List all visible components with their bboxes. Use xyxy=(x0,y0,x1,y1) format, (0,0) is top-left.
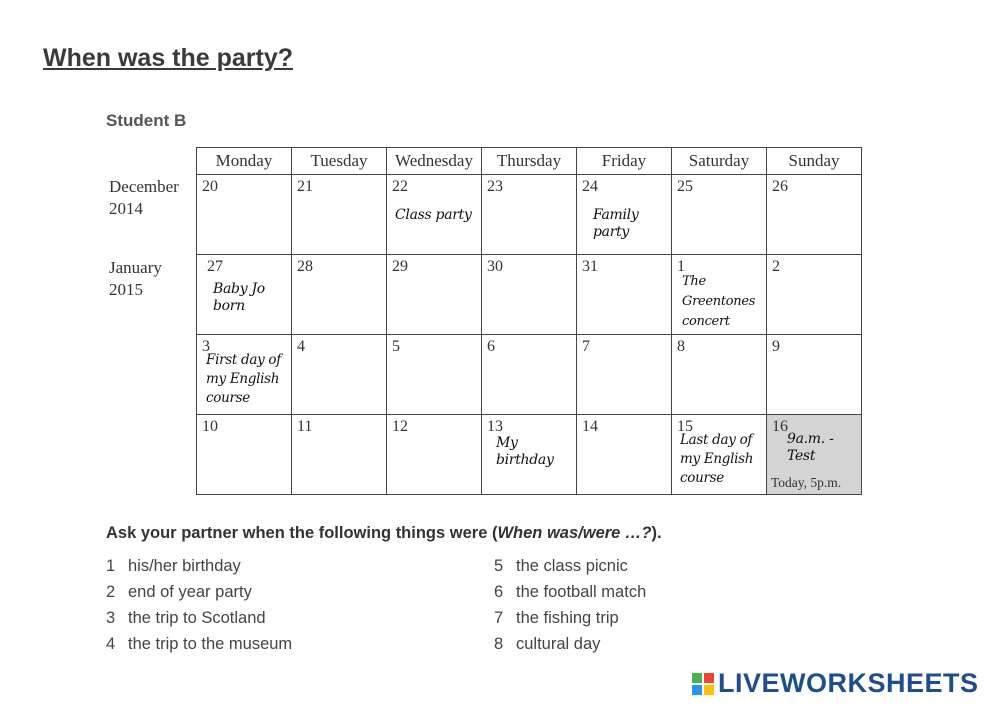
day-number: 3 xyxy=(202,338,210,355)
item-number: 5 xyxy=(494,557,504,575)
calendar-cell xyxy=(197,255,292,335)
item-text: the class picnic xyxy=(516,557,628,575)
list-item xyxy=(106,582,292,608)
day-number: 2 xyxy=(772,258,780,275)
calendar-week xyxy=(197,415,862,495)
instruction-italic: When was/were …? xyxy=(497,524,652,542)
day-number: 29 xyxy=(392,258,408,275)
calendar-cell xyxy=(292,415,387,495)
today-note: Today, 5p.m. xyxy=(771,475,842,490)
calendar-cell xyxy=(767,335,862,415)
list-item xyxy=(106,634,292,660)
item-number: 7 xyxy=(494,609,504,627)
calendar-header-row xyxy=(197,148,862,175)
list-item xyxy=(494,582,646,608)
calendar-cell xyxy=(387,335,482,415)
calendar-cell xyxy=(672,255,767,335)
calendar-cell xyxy=(672,335,767,415)
instruction-text: Ask your partner when the following things were ( xyxy=(106,524,498,542)
logo-square xyxy=(692,673,702,683)
item-text: end of year party xyxy=(128,583,252,601)
question-list-left xyxy=(106,556,292,660)
calendar-cell xyxy=(197,415,292,495)
item-number: 3 xyxy=(106,609,116,627)
calendar-cell xyxy=(292,335,387,415)
list-item xyxy=(494,608,646,634)
day-header-tuesday: Tuesday xyxy=(292,148,387,175)
event-note: The Greentones concert xyxy=(682,274,756,329)
item-number: 2 xyxy=(106,583,116,601)
item-text: the football match xyxy=(516,583,647,601)
day-number: 28 xyxy=(297,258,313,275)
day-number: 30 xyxy=(487,258,503,275)
calendar-cell xyxy=(197,175,292,255)
calendar-cell xyxy=(767,255,862,335)
calendar-cell xyxy=(197,335,292,415)
logo-text: LIVEWORKSHEETS xyxy=(718,668,979,698)
list-item xyxy=(494,556,646,582)
day-number: 12 xyxy=(392,418,408,435)
calendar-cell xyxy=(672,415,767,495)
day-number: 27 xyxy=(207,258,223,275)
logo-square xyxy=(704,685,714,695)
logo-square xyxy=(704,673,714,683)
day-header-monday: Monday xyxy=(197,148,292,175)
item-text: the fishing trip xyxy=(516,609,619,627)
calendar-cell xyxy=(482,255,577,335)
list-item xyxy=(494,634,646,660)
day-number: 10 xyxy=(202,418,218,435)
list-item xyxy=(106,608,292,634)
calendar-cell xyxy=(482,415,577,495)
calendar-cell xyxy=(387,415,482,495)
calendar-cell-today xyxy=(767,415,862,495)
day-number: 21 xyxy=(297,178,313,195)
calendar-cell xyxy=(387,175,482,255)
day-number: 8 xyxy=(677,338,685,355)
event-note: Baby Jo born xyxy=(213,281,265,314)
item-text: his/her birthday xyxy=(128,557,241,575)
day-header-sunday: Sunday xyxy=(767,148,862,175)
day-number: 5 xyxy=(392,338,400,355)
logo-squares-icon xyxy=(692,673,714,695)
list-item xyxy=(106,556,292,582)
liveworksheets-logo[interactable] xyxy=(692,668,979,699)
instructions xyxy=(106,524,662,543)
day-number: 7 xyxy=(582,338,590,355)
event-note: Class party xyxy=(395,207,472,223)
item-number: 4 xyxy=(106,635,116,653)
day-number: 9 xyxy=(772,338,780,355)
day-number: 15 xyxy=(677,418,693,435)
calendar-cell xyxy=(387,255,482,335)
day-number: 24 xyxy=(582,178,598,195)
calendar-cell xyxy=(292,175,387,255)
calendar-week xyxy=(197,255,862,335)
row-label-january xyxy=(109,257,162,301)
item-text: the trip to the museum xyxy=(128,635,293,653)
calendar-table xyxy=(196,147,862,495)
calendar-week xyxy=(197,175,862,255)
day-number: 25 xyxy=(677,178,693,195)
calendar-cell xyxy=(292,255,387,335)
day-number: 4 xyxy=(297,338,305,355)
calendar-cell xyxy=(672,175,767,255)
day-number: 26 xyxy=(772,178,788,195)
event-note: 9a.m. - Test xyxy=(787,431,834,464)
day-header-friday: Friday xyxy=(577,148,672,175)
day-header-thursday: Thursday xyxy=(482,148,577,175)
day-number: 14 xyxy=(582,418,598,435)
calendar-cell xyxy=(767,175,862,255)
event-note: Last day of my English course xyxy=(680,432,754,486)
event-note: First day of my English course xyxy=(206,352,281,406)
logo-square xyxy=(692,685,702,695)
day-number: 31 xyxy=(582,258,598,275)
calendar-cell xyxy=(577,335,672,415)
day-number: 1 xyxy=(677,258,685,275)
day-number: 22 xyxy=(392,178,408,195)
page-title: When was the party? xyxy=(43,44,294,72)
calendar-cell xyxy=(577,415,672,495)
instruction-end: ). xyxy=(651,524,662,542)
student-label: Student B xyxy=(106,111,187,130)
year-label: 2014 xyxy=(109,199,143,218)
day-number: 6 xyxy=(487,338,495,355)
calendar-cell xyxy=(577,175,672,255)
item-text: cultural day xyxy=(516,635,601,653)
day-number: 13 xyxy=(487,418,503,435)
day-header-wednesday: Wednesday xyxy=(387,148,482,175)
month-label: December xyxy=(109,177,179,196)
calendar-cell xyxy=(482,175,577,255)
item-text: the trip to Scotland xyxy=(128,609,266,627)
event-note: My birthday xyxy=(496,435,554,468)
calendar-cell xyxy=(577,255,672,335)
day-number: 16 xyxy=(772,418,788,435)
item-number: 6 xyxy=(494,583,504,601)
question-list-right xyxy=(494,556,646,660)
calendar-cell xyxy=(482,335,577,415)
calendar-week xyxy=(197,335,862,415)
year-label: 2015 xyxy=(109,280,143,299)
day-number: 23 xyxy=(487,178,503,195)
item-number: 1 xyxy=(106,557,116,575)
day-header-saturday: Saturday xyxy=(672,148,767,175)
event-note: Family party xyxy=(593,207,639,240)
item-number: 8 xyxy=(494,635,504,653)
day-number: 20 xyxy=(202,178,218,195)
month-label: January xyxy=(109,258,162,277)
row-label-december xyxy=(109,176,179,220)
day-number: 11 xyxy=(297,418,313,435)
